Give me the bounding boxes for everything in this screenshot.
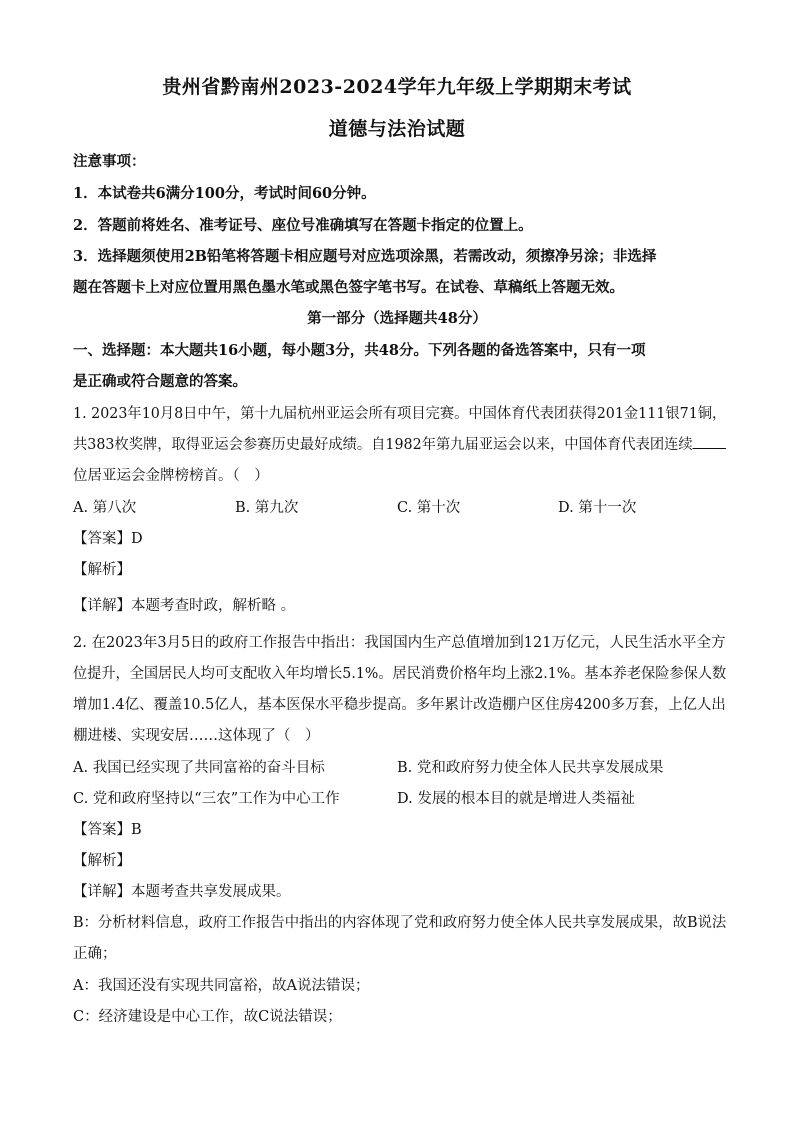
notice-heading: 注意事项：	[73, 153, 146, 170]
q2-stem-line-1: 2. 在2023年3月5日的政府工作报告中指出：我国国内生产总值增加到121万亿元，人民生活水平全方	[73, 635, 726, 651]
part-one-heading: 第一部分（选择题共48分）	[307, 310, 487, 327]
q2-explanation-a: A：我国还没有实现共同富裕，故A说法错误；	[73, 978, 370, 994]
q1-stem-line-2: 共383枚奖牌，取得亚运会参赛历史最好成绩。自1982年第九届亚运会以来，中国体育代表团连续	[73, 433, 726, 454]
q2-option-a: A. 我国已经实现了共同富裕的奋斗目标	[73, 760, 325, 776]
q1-option-d: D. 第十一次	[558, 500, 637, 516]
exam-subtitle: 道德与法治试题	[328, 118, 466, 140]
q1-analysis: 【解析】	[73, 562, 131, 578]
q2-explanation-b-line-2: 正确；	[73, 946, 117, 962]
q2-stem-line-3: 增加1.4亿、覆盖10.5亿人，基本医保水平稳步提高。多年累计改造棚户区住房4200多万套，上亿人出	[73, 697, 726, 713]
q1-option-b: B. 第九次	[235, 500, 299, 516]
q2-option-d: D. 发展的根本目的就是增进人类福祉	[397, 791, 635, 807]
q2-explanation-b-line-1: B：分析材料信息，政府工作报告中指出的内容体现了党和政府努力使全体人民共享发展成果，故B说法	[73, 915, 727, 931]
q1-answer-blank	[693, 434, 726, 449]
q2-option-b: B. 党和政府努力使全体人民共享发展成果	[397, 760, 664, 776]
q1-stem-line-3: 位居亚运会金牌榜榜首。（ ）	[73, 468, 269, 484]
q1-answer: 【答案】D	[73, 531, 143, 547]
exam-title: 贵州省黔南州2023-2024学年九年级上学期期末考试	[162, 76, 632, 98]
q2-stem-line-2: 位提升，全国居民人均可支配收入年均增长5.1%。居民消费价格年均上涨2.1%。基本养老保险参保人数	[73, 666, 727, 682]
q1-detail: 【详解】本题考查时政，解析略 。	[73, 598, 296, 614]
notice-item-2: 2．答题前将姓名、准考证号、座位号准确填写在答题卡指定的位置上。	[73, 217, 533, 234]
notice-item-3-line-2: 题在答题卡上对应位置用黑色墨水笔或黑色签字笔书写。在试卷、草稿纸上答题无效。	[73, 279, 624, 296]
notice-item-1: 1．本试卷共6满分100分，考试时间60分钟。	[73, 185, 376, 202]
q2-option-c: C. 党和政府坚持以“三农”工作为中心工作	[73, 791, 340, 807]
q2-stem-line-4: 棚进楼、实现安居……这体现了（ ）	[73, 728, 320, 744]
q2-detail: 【详解】本题考查共享发展成果。	[73, 884, 291, 900]
q1-option-c: C. 第十次	[397, 500, 461, 516]
notice-item-3-line-1: 3．选择题须使用2B铅笔将答题卡相应题号对应选项涂黑，若需改动，须擦净另涂；非选择	[73, 248, 657, 265]
section-one-line-2: 是正确或符合题意的答案。	[73, 373, 247, 390]
q2-explanation-c: C：经济建设是中心工作，故C说法错误；	[73, 1009, 342, 1025]
q2-analysis: 【解析】	[73, 853, 131, 869]
section-one-line-1: 一、选择题：本大题共16小题，每小题3分，共48分。下列各题的备选答案中，只有一项	[73, 342, 646, 359]
q1-stem-line-1: 1. 2023年10月8日中午，第十九届杭州亚运会所有项目完赛。中国体育代表团获得201金111银71铜，	[73, 406, 727, 422]
q2-answer: 【答案】B	[73, 822, 142, 838]
q1-option-a: A. 第八次	[73, 500, 137, 516]
